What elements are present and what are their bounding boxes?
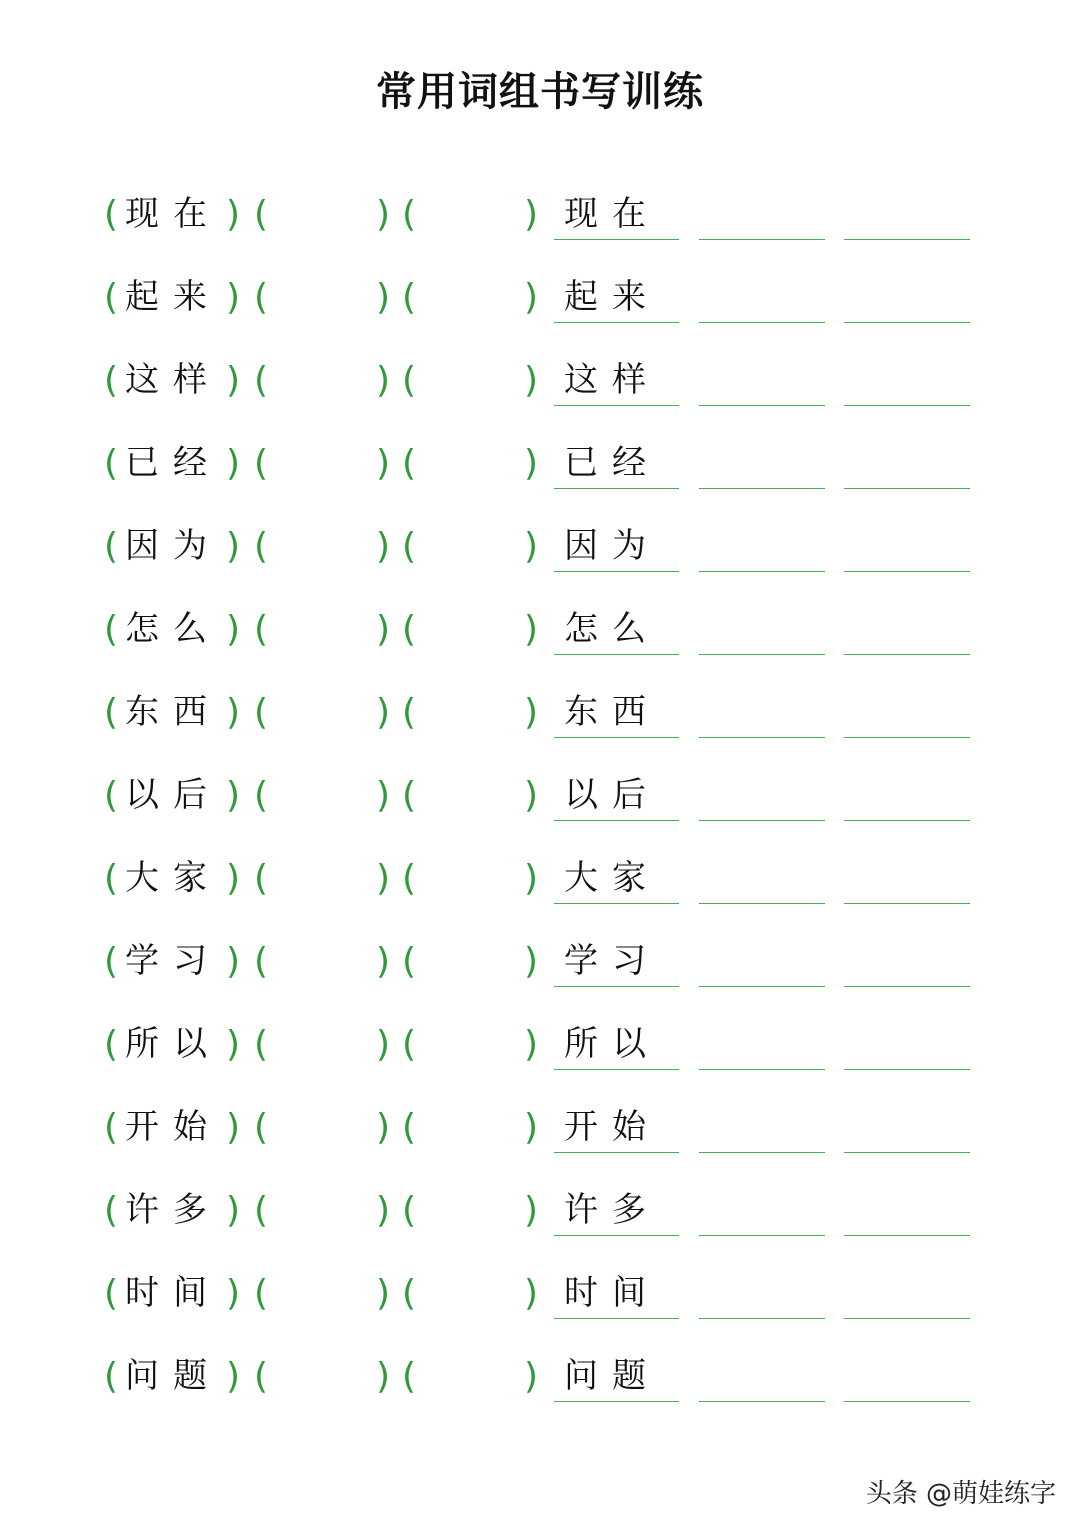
close-paren: ) <box>226 775 241 816</box>
open-paren: ( <box>104 941 119 982</box>
open-paren: ( <box>104 277 119 318</box>
open-paren: ( <box>104 526 119 567</box>
close-paren: ) <box>524 194 539 235</box>
writing-line[interactable] <box>699 654 825 655</box>
practice-row <box>0 268 1080 352</box>
practice-row <box>0 434 1080 518</box>
practice-row <box>0 517 1080 601</box>
close-paren: ) <box>226 360 241 401</box>
trace-word: 所以 <box>564 1024 660 1064</box>
close-paren: ) <box>524 1107 539 1148</box>
open-paren: ( <box>254 1190 269 1231</box>
open-paren: ( <box>402 775 417 816</box>
writing-line[interactable] <box>699 986 825 987</box>
close-paren: ) <box>226 1107 241 1148</box>
trace-word: 以后 <box>564 775 660 815</box>
close-paren: ) <box>376 277 391 318</box>
example-word: 以后 <box>125 775 221 815</box>
writing-line[interactable] <box>699 1069 825 1070</box>
close-paren: ) <box>376 443 391 484</box>
close-paren: ) <box>226 1190 241 1231</box>
writing-line[interactable] <box>699 1235 825 1236</box>
open-paren: ( <box>254 526 269 567</box>
open-paren: ( <box>402 194 417 235</box>
open-paren: ( <box>104 1190 119 1231</box>
open-paren: ( <box>104 1356 119 1397</box>
writing-line[interactable] <box>844 1152 970 1153</box>
writing-line[interactable] <box>844 1318 970 1319</box>
practice-row <box>0 1098 1080 1182</box>
open-paren: ( <box>402 692 417 733</box>
writing-line[interactable] <box>554 1069 679 1070</box>
open-paren: ( <box>402 1273 417 1314</box>
close-paren: ) <box>524 277 539 318</box>
practice-row <box>0 849 1080 933</box>
close-paren: ) <box>376 609 391 650</box>
close-paren: ) <box>524 692 539 733</box>
writing-line[interactable] <box>844 571 970 572</box>
close-paren: ) <box>226 1273 241 1314</box>
close-paren: ) <box>226 941 241 982</box>
close-paren: ) <box>524 1024 539 1065</box>
open-paren: ( <box>402 1190 417 1231</box>
close-paren: ) <box>226 858 241 899</box>
writing-line[interactable] <box>554 820 679 821</box>
practice-row <box>0 766 1080 850</box>
open-paren: ( <box>402 1024 417 1065</box>
trace-word: 东西 <box>564 692 660 732</box>
open-paren: ( <box>254 775 269 816</box>
close-paren: ) <box>376 941 391 982</box>
open-paren: ( <box>104 1107 119 1148</box>
close-paren: ) <box>376 526 391 567</box>
writing-line[interactable] <box>844 654 970 655</box>
close-paren: ) <box>524 941 539 982</box>
writing-line[interactable] <box>699 737 825 738</box>
open-paren: ( <box>254 194 269 235</box>
example-word: 许多 <box>125 1190 221 1230</box>
writing-line[interactable] <box>554 1235 679 1236</box>
example-word: 开始 <box>125 1107 221 1147</box>
writing-line[interactable] <box>844 322 970 323</box>
open-paren: ( <box>254 1107 269 1148</box>
example-word: 这样 <box>125 360 221 400</box>
writing-line[interactable] <box>554 571 679 572</box>
close-paren: ) <box>524 360 539 401</box>
example-word: 现在 <box>125 194 221 234</box>
writing-line[interactable] <box>554 405 679 406</box>
practice-row <box>0 1181 1080 1265</box>
close-paren: ) <box>226 692 241 733</box>
writing-line[interactable] <box>554 322 679 323</box>
writing-line[interactable] <box>844 737 970 738</box>
example-word: 所以 <box>125 1024 221 1064</box>
example-word: 东西 <box>125 692 221 732</box>
example-word: 时间 <box>125 1273 221 1313</box>
open-paren: ( <box>402 941 417 982</box>
writing-line[interactable] <box>699 820 825 821</box>
example-word: 问题 <box>125 1356 221 1396</box>
open-paren: ( <box>254 941 269 982</box>
close-paren: ) <box>226 609 241 650</box>
trace-word: 现在 <box>564 194 660 234</box>
open-paren: ( <box>254 1024 269 1065</box>
trace-word: 大家 <box>564 858 660 898</box>
close-paren: ) <box>226 526 241 567</box>
writing-line[interactable] <box>554 654 679 655</box>
practice-row <box>0 1264 1080 1348</box>
close-paren: ) <box>524 1273 539 1314</box>
practice-row <box>0 600 1080 684</box>
practice-row <box>0 351 1080 435</box>
writing-line[interactable] <box>844 986 970 987</box>
trace-word: 因为 <box>564 526 660 566</box>
close-paren: ) <box>524 526 539 567</box>
example-word: 大家 <box>125 858 221 898</box>
writing-line[interactable] <box>699 488 825 489</box>
open-paren: ( <box>104 775 119 816</box>
open-paren: ( <box>104 1273 119 1314</box>
writing-line[interactable] <box>699 1401 825 1402</box>
writing-line[interactable] <box>554 986 679 987</box>
open-paren: ( <box>104 858 119 899</box>
close-paren: ) <box>226 1356 241 1397</box>
writing-line[interactable] <box>699 1152 825 1153</box>
writing-line[interactable] <box>844 1401 970 1402</box>
close-paren: ) <box>226 194 241 235</box>
writing-line[interactable] <box>844 488 970 489</box>
writing-line[interactable] <box>844 239 970 240</box>
open-paren: ( <box>104 1024 119 1065</box>
writing-line[interactable] <box>554 1152 679 1153</box>
practice-row <box>0 932 1080 1016</box>
close-paren: ) <box>376 775 391 816</box>
close-paren: ) <box>376 1107 391 1148</box>
watermark: 头条 @萌娃练字 <box>865 1479 1056 1509</box>
example-word: 起来 <box>125 277 221 317</box>
writing-line[interactable] <box>844 1069 970 1070</box>
practice-row <box>0 1347 1080 1431</box>
close-paren: ) <box>376 1190 391 1231</box>
trace-word: 时间 <box>564 1273 660 1313</box>
close-paren: ) <box>376 1356 391 1397</box>
example-word: 学习 <box>125 941 221 981</box>
close-paren: ) <box>376 1273 391 1314</box>
example-word: 怎么 <box>125 609 221 649</box>
close-paren: ) <box>524 858 539 899</box>
trace-word: 起来 <box>564 277 660 317</box>
writing-line[interactable] <box>699 1318 825 1319</box>
close-paren: ) <box>226 277 241 318</box>
trace-word: 怎么 <box>564 609 660 649</box>
writing-line[interactable] <box>699 405 825 406</box>
open-paren: ( <box>104 443 119 484</box>
open-paren: ( <box>104 692 119 733</box>
writing-line[interactable] <box>554 737 679 738</box>
close-paren: ) <box>524 775 539 816</box>
writing-line[interactable] <box>844 903 970 904</box>
close-paren: ) <box>524 609 539 650</box>
open-paren: ( <box>402 443 417 484</box>
open-paren: ( <box>254 1356 269 1397</box>
practice-row <box>0 1015 1080 1099</box>
open-paren: ( <box>104 609 119 650</box>
open-paren: ( <box>402 277 417 318</box>
close-paren: ) <box>524 1190 539 1231</box>
writing-line[interactable] <box>554 1401 679 1402</box>
open-paren: ( <box>402 360 417 401</box>
trace-word: 问题 <box>564 1356 660 1396</box>
open-paren: ( <box>402 1107 417 1148</box>
close-paren: ) <box>524 1356 539 1397</box>
trace-word: 已经 <box>564 443 660 483</box>
close-paren: ) <box>226 1024 241 1065</box>
trace-word: 学习 <box>564 941 660 981</box>
practice-row <box>0 683 1080 767</box>
open-paren: ( <box>402 609 417 650</box>
writing-line[interactable] <box>554 1318 679 1319</box>
writing-line[interactable] <box>554 239 679 240</box>
close-paren: ) <box>376 1024 391 1065</box>
open-paren: ( <box>254 858 269 899</box>
open-paren: ( <box>402 1356 417 1397</box>
close-paren: ) <box>524 443 539 484</box>
open-paren: ( <box>254 609 269 650</box>
open-paren: ( <box>402 526 417 567</box>
page-title: 常用词组书写训练 <box>376 69 704 115</box>
open-paren: ( <box>104 194 119 235</box>
close-paren: ) <box>226 443 241 484</box>
writing-line[interactable] <box>699 322 825 323</box>
open-paren: ( <box>254 277 269 318</box>
open-paren: ( <box>254 360 269 401</box>
writing-line[interactable] <box>844 1235 970 1236</box>
example-word: 因为 <box>125 526 221 566</box>
open-paren: ( <box>402 858 417 899</box>
writing-line[interactable] <box>554 488 679 489</box>
open-paren: ( <box>254 1273 269 1314</box>
open-paren: ( <box>254 692 269 733</box>
example-word: 已经 <box>125 443 221 483</box>
trace-word: 这样 <box>564 360 660 400</box>
open-paren: ( <box>104 360 119 401</box>
writing-line[interactable] <box>699 239 825 240</box>
open-paren: ( <box>254 443 269 484</box>
writing-line[interactable] <box>554 903 679 904</box>
writing-line[interactable] <box>699 903 825 904</box>
trace-word: 许多 <box>564 1190 660 1230</box>
trace-word: 开始 <box>564 1107 660 1147</box>
writing-line[interactable] <box>844 820 970 821</box>
writing-line[interactable] <box>844 405 970 406</box>
writing-line[interactable] <box>699 571 825 572</box>
close-paren: ) <box>376 194 391 235</box>
close-paren: ) <box>376 858 391 899</box>
close-paren: ) <box>376 360 391 401</box>
close-paren: ) <box>376 692 391 733</box>
practice-row <box>0 185 1080 269</box>
